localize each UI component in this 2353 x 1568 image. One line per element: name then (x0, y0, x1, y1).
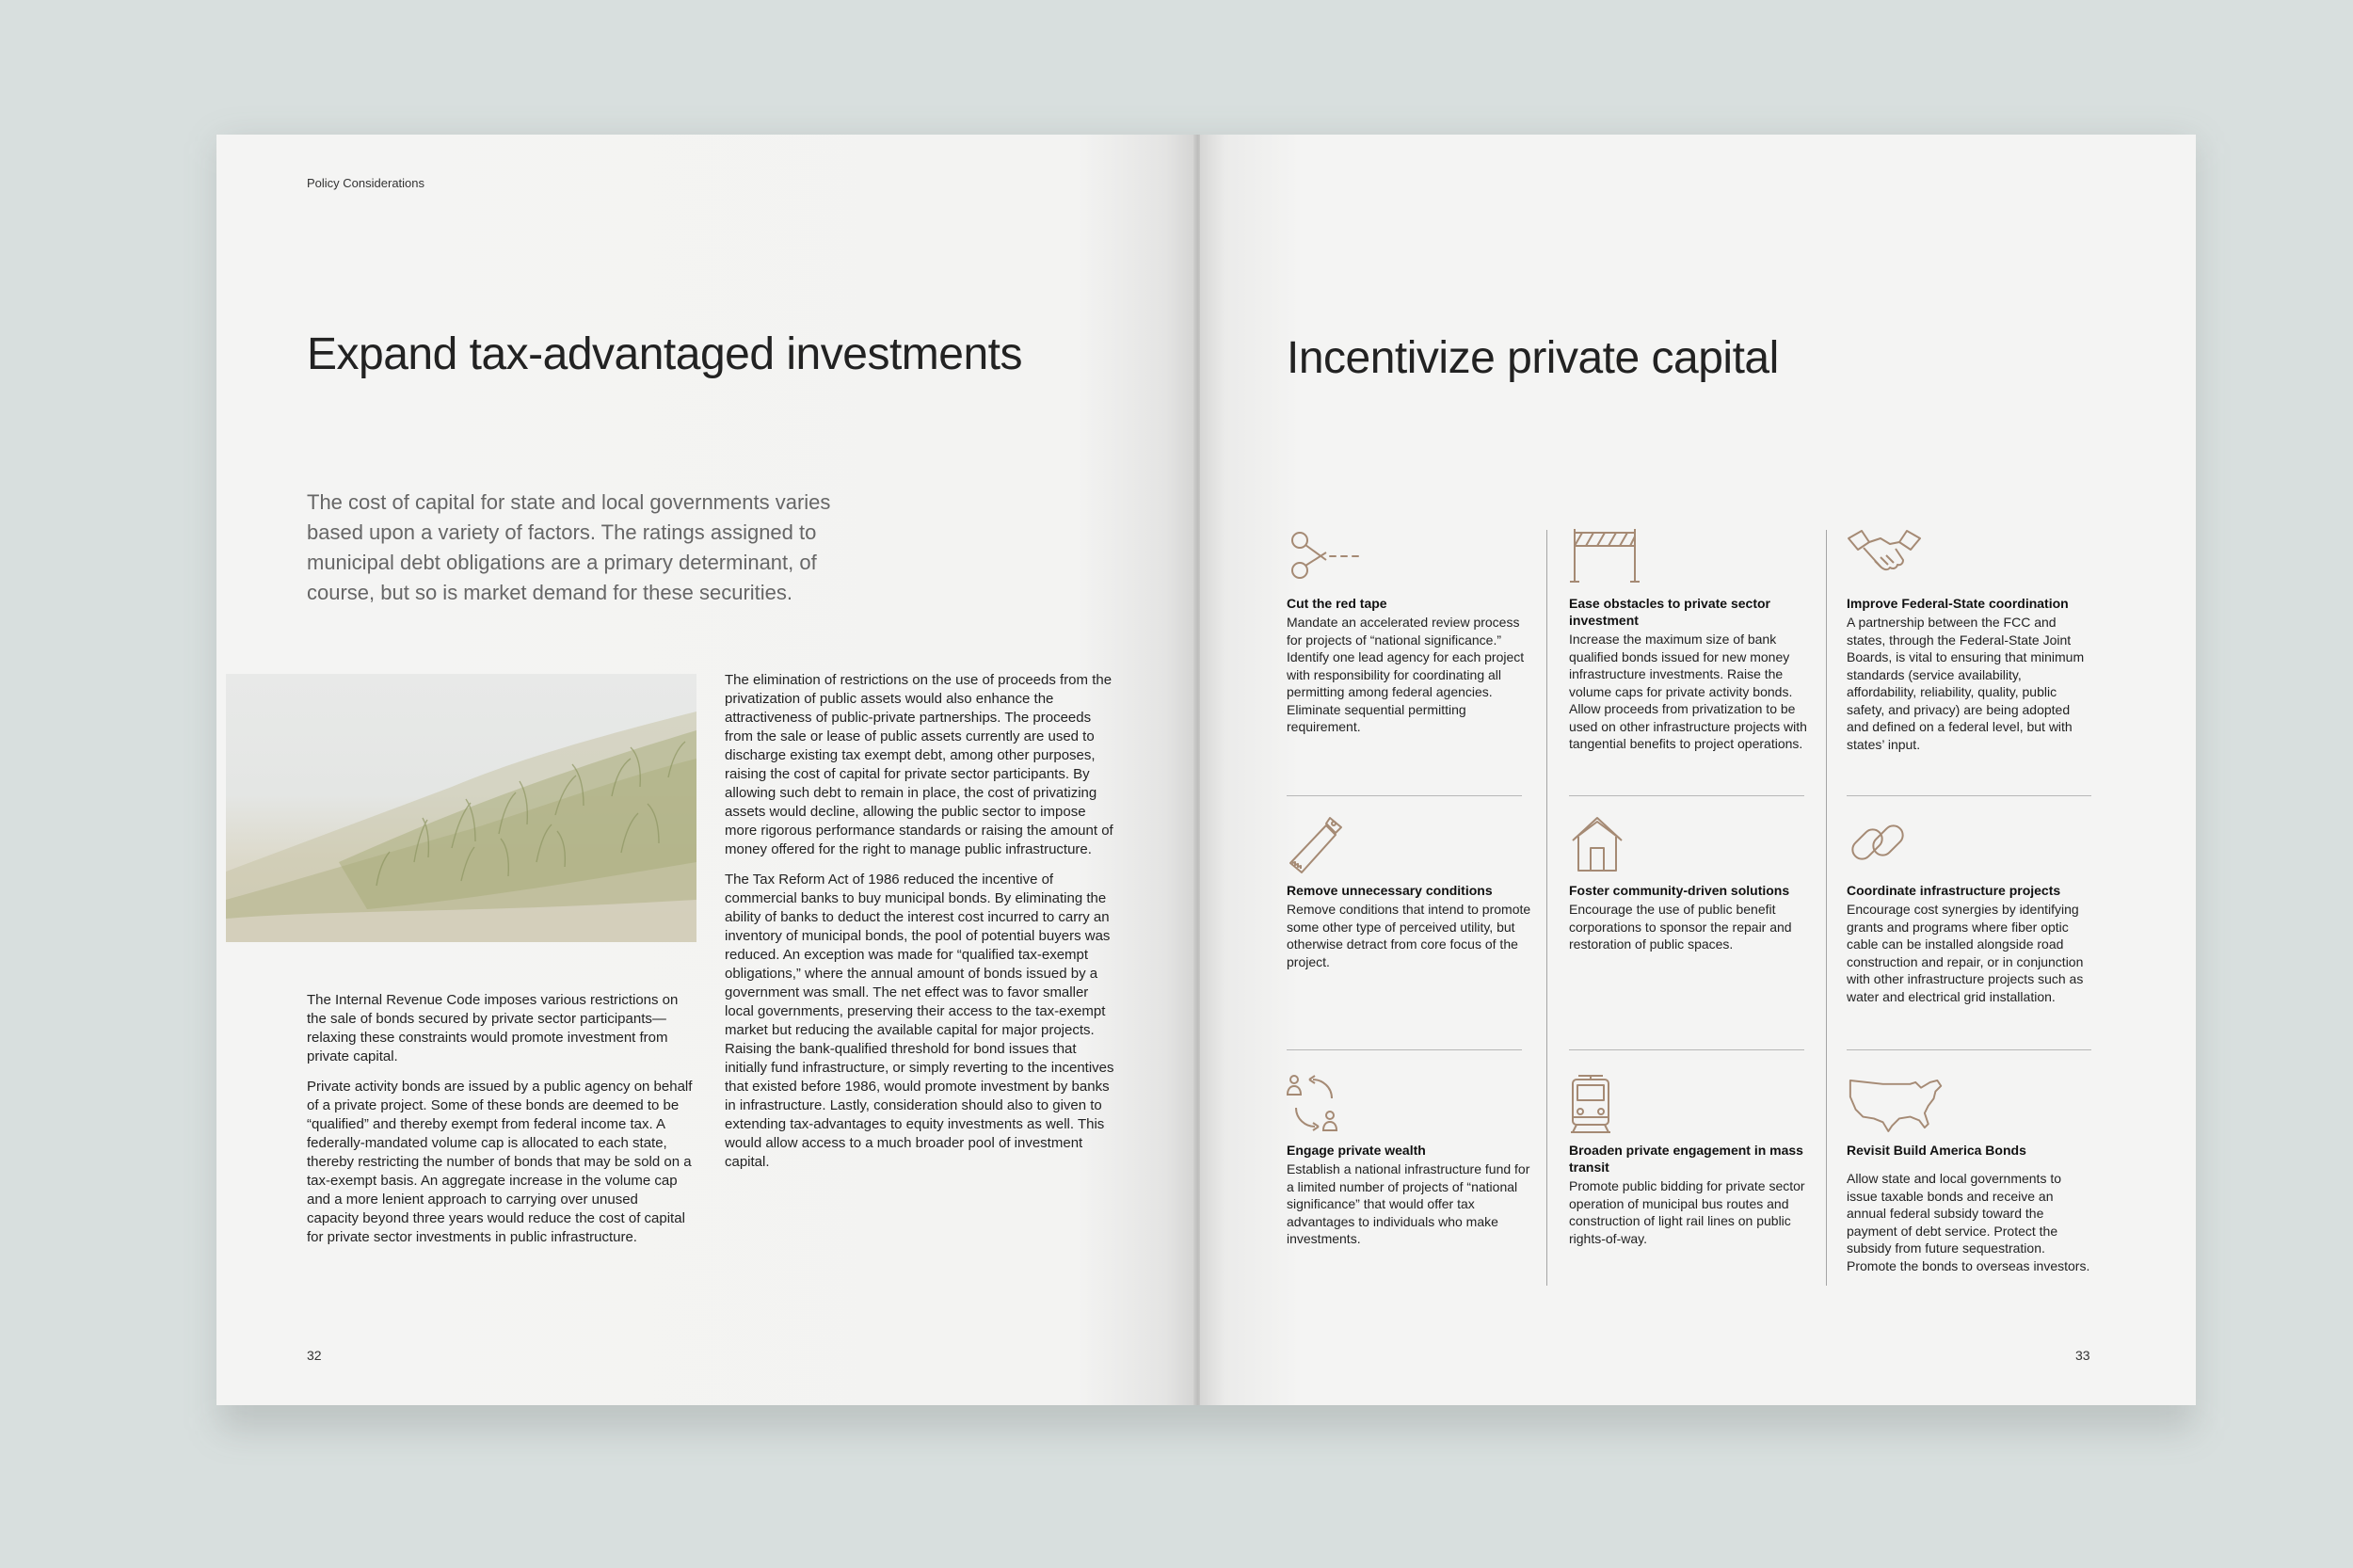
body-paragraph: Private activity bonds are issued by a public agency on behalf of a private project. Some of these bonds are deemed to be “qualified” and thereby exempt from federal income tax. A federally-mandated volume cap is allocated to each state, thereby restricting the number of bonds that may be sold on a tax-exempt basis. An aggregate increase in the volume cap and a more lenient approach to carrying over unused capacity beyond three years would reduce the cost of capital for private sector investments in public infrastructure. (307, 1079, 693, 1245)
item-text: Remove conditions that intend to promote some other type of perceived utility, but otherwise detract from core focus of the project. (1287, 902, 1531, 969)
item-title: Revisit Build America Bonds (1847, 1143, 2026, 1158)
item-text: Promote public bidding for private sector operation of municipal bus routes and construction of light rail lines on public rights-of-way. (1569, 1178, 1805, 1246)
page-title: Incentivize private capital (1287, 333, 1779, 383)
policy-item (1847, 1074, 2091, 1274)
house-icon (1569, 814, 1644, 876)
item-text: Establish a national infrastructure fund for a limited number of projects of “national significance” that would offer tax advantages to individuals who make investments. (1287, 1161, 1530, 1246)
item-title: Coordinate infrastructure projects (1847, 883, 2061, 898)
policy-item (1287, 527, 1531, 736)
policy-item (1847, 527, 2091, 753)
page-title: Expand tax-advantaged investments (307, 329, 1022, 379)
item-title: Foster community-driven solutions (1569, 883, 1790, 898)
item-title: Improve Federal-State coordination (1847, 596, 2069, 611)
saw-icon (1287, 814, 1362, 876)
handshake-icon (1847, 527, 1922, 589)
body-paragraph: The elimination of restrictions on the use of proceeds from the privatization of public assets would also enhance the attractiveness of public-private partnerships. The proceeds from the sale or lease of public assets currently are used to discharge existing tax exempt debt, among other purposes, raising the cost of capital for private sector participants. By allowing such debt to remain in place, the cost of privatizing assets would decline, allowing the public sector to impose more rigorous performance standards or raising the amount of money offered for the right to manage public infrastructure. (725, 672, 1113, 857)
right-page (1200, 135, 2196, 1405)
left-page (216, 135, 1195, 1405)
people-exchange-icon (1287, 1074, 1362, 1136)
chain-link-icon (1847, 814, 1922, 876)
scissors-icon (1287, 527, 1362, 589)
column-divider (1546, 530, 1547, 1286)
item-title: Cut the red tape (1287, 596, 1387, 611)
beach-dune-grass-photo (226, 674, 696, 942)
policy-item (1569, 527, 1814, 753)
policy-item (1287, 814, 1531, 970)
item-text: Encourage the use of public benefit corporations to sponsor the repair and restoration of public spaces. (1569, 902, 1792, 952)
train-icon (1569, 1074, 1644, 1136)
item-text: Increase the maximum size of bank qualified bonds issued for new money infrastructure investments. Raise the volume caps for private activity bonds. Allow proceeds from privatization to be used on other infrastructure projects with tangential benefits to project operations. (1569, 632, 1807, 751)
road-barrier-icon (1569, 527, 1644, 589)
usa-map-icon (1847, 1074, 1922, 1136)
column-divider (1826, 530, 1827, 1286)
page-number: 33 (2075, 1348, 2090, 1363)
item-title: Broaden private engagement in mass transit (1569, 1143, 1803, 1175)
intro-paragraph: The cost of capital for state and local governments varies based upon a variety of factors. The ratings assigned to municipal debt obligations are a primary determinant, of course, but so is market demand for these securities. (307, 490, 831, 604)
item-text: Encourage cost synergies by identifying grants and programs where fiber optic cable can be installed alongside road construction and repair, or in conjunction with other infrastructure projects such as water and electrical grid installation. (1847, 902, 2084, 1004)
body-column-b (725, 671, 1120, 1183)
running-head: Policy Considerations (307, 176, 425, 190)
policy-item (1287, 1074, 1531, 1248)
item-text: A partnership between the FCC and states, through the Federal-State Joint Boards, is vital to ensuring that minimum standards (service availability, affordability, reliability, quality, public safety, and privacy) are being adopted and defined on a federal level, but with states’ input. (1847, 615, 2085, 752)
body-column-a (307, 991, 693, 1258)
row-divider (1569, 1049, 1804, 1050)
policy-item (1569, 814, 1814, 953)
item-title: Remove unnecessary conditions (1287, 883, 1493, 898)
policy-item (1847, 814, 2091, 1005)
row-divider (1569, 795, 1804, 796)
item-text: Allow state and local governments to issue taxable bonds and receive an annual federal subsidy toward the payment of debt service. Protect the subsidy from future sequestration. Promote the bonds to overseas investors. (1847, 1171, 2090, 1273)
row-divider (1287, 795, 1522, 796)
page-number: 32 (307, 1348, 322, 1363)
item-title: Engage private wealth (1287, 1143, 1426, 1158)
item-title: Ease obstacles to private sector investment (1569, 596, 1770, 628)
body-paragraph: The Internal Revenue Code imposes various restrictions on the sale of bonds secured by private sector participants—relaxing these constraints would promote investment from private capital. (307, 992, 679, 1064)
row-divider (1287, 1049, 1522, 1050)
policy-item (1569, 1074, 1814, 1247)
body-paragraph: The Tax Reform Act of 1986 reduced the incentive of commercial banks to buy municipal bonds. By eliminating the ability of banks to deduct the interest cost incurred to carry an inventory of municipal bonds, the pool of potential buyers was reduced. An exception was made for “qualified tax-exempt obligations,” where the annual amount of bonds issued by a government was small. The net effect was to favor smaller local governments, preserving their access to the tax-exempt market but reducing the available capital for major projects. Raising the bank-qualified threshold for bond issues that initially fund infrastructure, or simply reverting to the incentives that existed before 1986, would promote investment by banks in infrastructure. Lastly, consideration should also to given to extending tax-advantages to equity investments as well. This would allow access to a much broader pool of investment capital. (725, 872, 1114, 1170)
item-text: Mandate an accelerated review process for projects of “national significance.” Identify one lead agency for each project with responsibility for coordinating all permitting among federal agencies. Eliminate sequential permitting requirement. (1287, 615, 1525, 734)
row-divider (1847, 795, 2091, 796)
row-divider (1847, 1049, 2091, 1050)
